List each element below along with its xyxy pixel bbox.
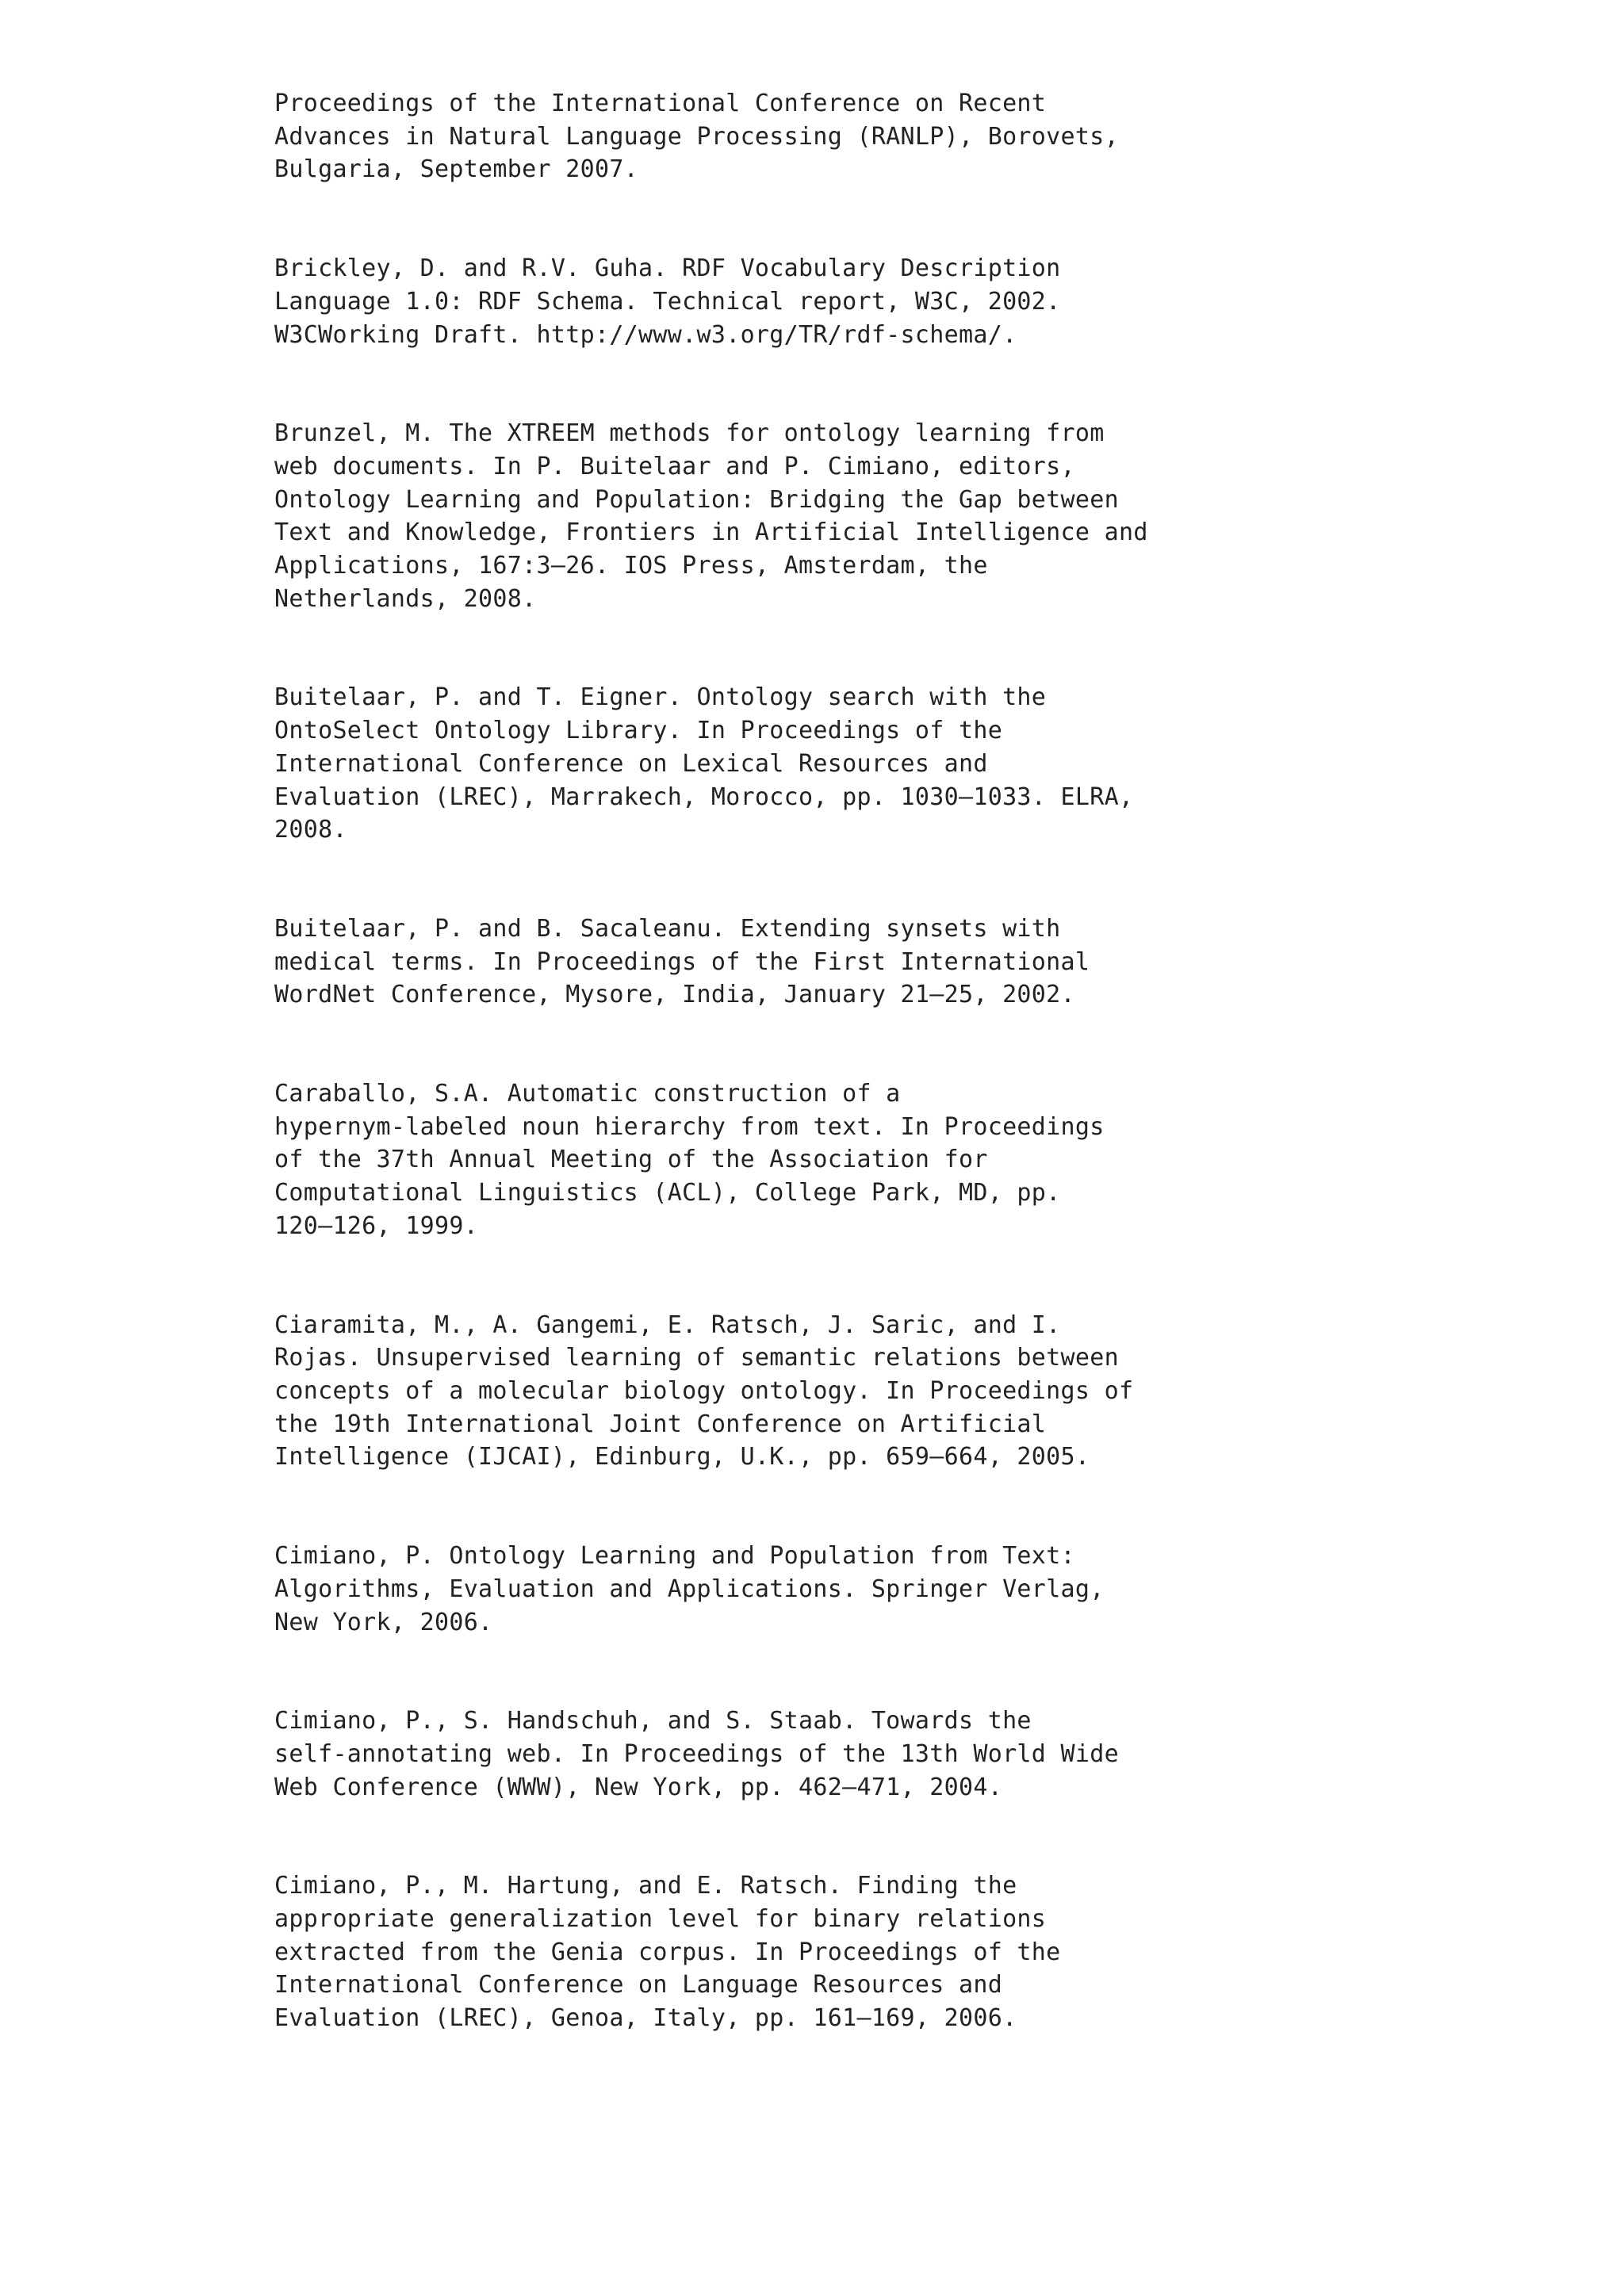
reference-line: Language 1.0: RDF Schema. Technical report, W3C, 2002. <box>274 287 1061 316</box>
reference-line: Cimiano, P., M. Hartung, and E. Ratsch. Finding the <box>274 1872 1017 1900</box>
reference-line: web documents. In P. Buitelaar and P. Cimiano, editors, <box>274 452 1075 480</box>
reference-entry-brunzel <box>274 417 1385 615</box>
reference-entry-ciaramita <box>274 1309 1385 1475</box>
reference-line: Proceedings of the International Conference on Recent <box>274 90 1047 117</box>
reference-line: Netherlands, 2008. <box>274 584 537 613</box>
reference-entry-buitelaar-sacaleanu <box>274 913 1385 1012</box>
reference-line: Web Conference (WWW), New York, pp. 462–471, 2004. <box>274 1773 1003 1801</box>
reference-line: Advances in Natural Language Processing (RANLP), Borovets, <box>274 122 1119 151</box>
reference-line: OntoSelect Ontology Library. In Proceedings of the <box>274 717 1003 745</box>
reference-line: Ciaramita, M., A. Gangemi, E. Ratsch, J. Saric, and I. <box>274 1311 1061 1339</box>
reference-line: 2008. <box>274 816 347 844</box>
reference-line: Buitelaar, P. and B. Sacaleanu. Extending synsets with <box>274 914 1061 943</box>
reference-line: Brickley, D. and R.V. Guha. RDF Vocabulary Description <box>274 254 1061 283</box>
reference-line: the 19th International Joint Conference on Artificial <box>274 1410 1047 1438</box>
reference-line: medical terms. In Proceedings of the First International <box>274 947 1090 976</box>
reference-entry-cimiano-handschuh-staab <box>274 1705 1385 1804</box>
reference-line: Buitelaar, P. and T. Eigner. Ontology search with the <box>274 683 1047 712</box>
reference-line: self-annotating web. In Proceedings of the 13th World Wide <box>274 1739 1119 1768</box>
reference-line: Intelligence (IJCAI), Edinburg, U.K., pp. 659–664, 2005. <box>274 1443 1090 1471</box>
reference-line: appropriate generalization level for binary relations <box>274 1905 1047 1934</box>
reference-entry-cimiano-2006-book <box>274 1540 1385 1639</box>
reference-entry-buitelaar-eigner <box>274 681 1385 847</box>
reference-line: Caraballo, S.A. Automatic construction of a <box>274 1080 901 1108</box>
reference-line: Applications, 167:3–26. IOS Press, Amsterdam, the <box>274 552 988 580</box>
reference-entry-caraballo <box>274 1077 1385 1243</box>
reference-line: Rojas. Unsupervised learning of semantic relations between <box>274 1344 1119 1372</box>
reference-line: of the 37th Annual Meeting of the Association for <box>274 1146 988 1174</box>
reference-line: Ontology Learning and Population: Bridging the Gap between <box>274 485 1119 514</box>
reference-entry-brickley <box>274 252 1385 351</box>
reference-line: extracted from the Genia corpus. In Proceedings of the <box>274 1938 1061 1966</box>
reference-line: Algorithms, Evaluation and Applications. Springer Verlag, <box>274 1575 1105 1603</box>
reference-line: Brunzel, M. The XTREEM methods for ontology learning from <box>274 419 1105 448</box>
reference-line: Cimiano, P., S. Handschuh, and S. Staab. Towards the <box>274 1707 1032 1735</box>
reference-line: New York, 2006. <box>274 1608 493 1636</box>
reference-line: 120–126, 1999. <box>274 1211 479 1240</box>
reference-line: Bulgaria, September 2007. <box>274 155 639 184</box>
reference-line: WordNet Conference, Mysore, India, January 21–25, 2002. <box>274 981 1075 1009</box>
reference-line: concepts of a molecular biology ontology. In Proceedings of <box>274 1376 1134 1405</box>
reference-entry-ranlp-continued <box>274 87 1385 186</box>
reference-line: Text and Knowledge, Frontiers in Artificial Intelligence and <box>274 519 1148 547</box>
reference-line: Computational Linguistics (ACL), College Park, MD, pp. <box>274 1179 1061 1207</box>
reference-line: Evaluation (LREC), Genoa, Italy, pp. 161–169, 2006. <box>274 2004 1017 2033</box>
reference-line: W3CWorking Draft. http://www.w3.org/TR/rdf-schema/. <box>274 320 1017 349</box>
reference-line: Evaluation (LREC), Marrakech, Morocco, pp. 1030–1033. ELRA, <box>274 783 1134 811</box>
reference-list <box>274 87 1385 2101</box>
reference-line: International Conference on Language Resources and <box>274 1971 1003 1999</box>
reference-line: International Conference on Lexical Resources and <box>274 749 988 778</box>
reference-line: hypernym-labeled noun hierarchy from text. In Proceedings <box>274 1112 1105 1141</box>
reference-line: Cimiano, P. Ontology Learning and Population from Text: <box>274 1542 1075 1571</box>
reference-entry-cimiano-hartung-ratsch <box>274 1869 1385 2035</box>
